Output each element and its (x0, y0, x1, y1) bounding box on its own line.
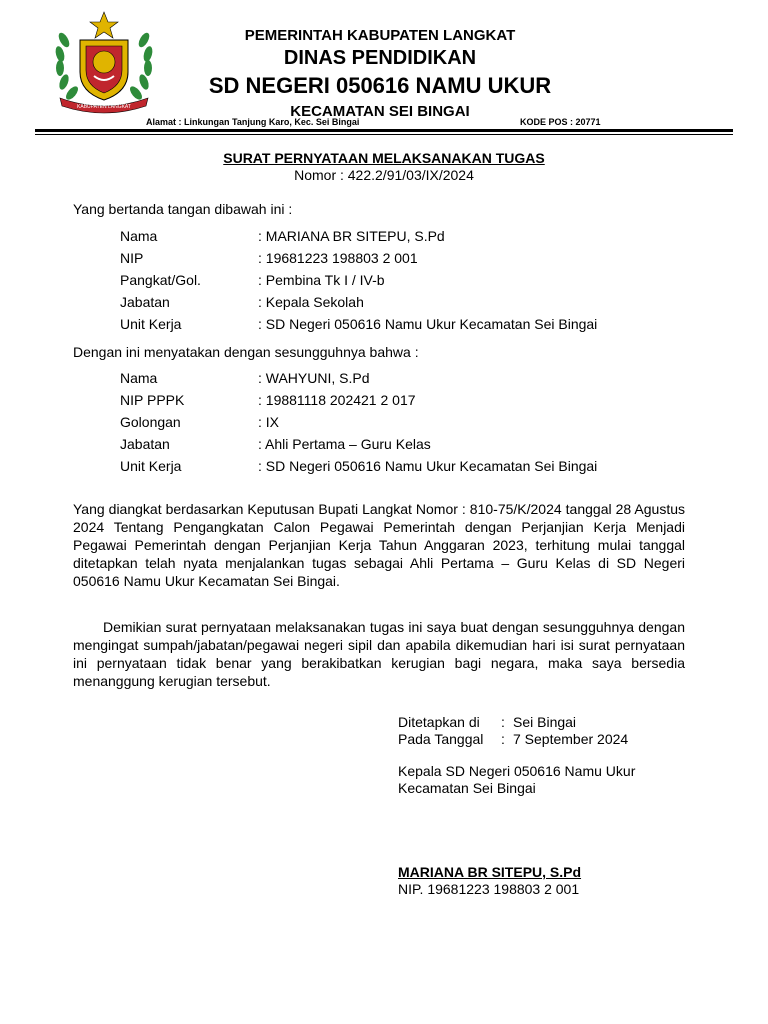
letterhead-address: Alamat : Linkungan Tanjung Karo, Kec. Sei Bingai (146, 117, 360, 127)
place-value: Sei Bingai (513, 714, 577, 730)
field-label: Golongan (120, 414, 181, 430)
letterhead (160, 26, 600, 122)
field-label: NIP PPPK (120, 392, 185, 408)
field-value: : WAHYUNI, S.Pd (258, 370, 370, 386)
field-row (120, 367, 597, 389)
letterhead-government: PEMERINTAH KABUPATEN LANGKAT (244, 27, 516, 44)
letterhead-rule-thick (35, 129, 733, 132)
signer-nip: NIP. 19681223 198803 2 001 (398, 881, 580, 897)
intro-signer: Yang bertanda tangan dibawah ini : (73, 201, 293, 217)
date-separator: : (501, 731, 505, 747)
signer-name: MARIANA BR SITEPU, S.Pd (398, 864, 582, 880)
field-label: Nama (120, 370, 158, 386)
closing-paragraph: Demikian surat pernyataan melaksanakan tugas ini saya buat dengan sesungguhnya dengan mengingat sumpah/jabatan/pegawai negeri sipil dan apabila dikemudian hari isi surat pernyataan ini pernyataan tidak benar yang berakibatkan kerugian bagi negara, maka saya bersedia menanggung kerugian tersebut. (73, 619, 685, 689)
field-row (120, 389, 597, 411)
signer-fields (120, 225, 597, 335)
field-row (120, 269, 597, 291)
document-number: Nomor : 422.2/91/03/IX/2024 (294, 167, 474, 183)
place-row (398, 714, 635, 731)
field-label: Jabatan (120, 294, 170, 310)
field-label: Jabatan (120, 436, 170, 452)
field-row (120, 433, 597, 455)
field-value: : Pembina Tk I / IV-b (258, 272, 385, 288)
appointment-paragraph: Yang diangkat berdasarkan Keputusan Bupati Langkat Nomor : 810-75/K/2024 tanggal 28 Agustus 2024 Tentang Pengangkatan Calon Pegawai Pemerintah dengan Perjanjian Kerja Menjadi Pegawai Pemerintah dengan Perjanjian Kerja Tahun Anggaran 2023, terhitung mulai tanggal ditetapkan telah nyata menjalankan tugas sebagai Ahli Pertama – Guru Kelas di SD Negeri 050616 Namu Ukur Kecamatan Sei Bingai. (73, 501, 685, 589)
field-value: : 19681223 198803 2 001 (258, 250, 418, 266)
field-value: : SD Negeri 050616 Namu Ukur Kecamatan Sei Bingai (258, 316, 598, 332)
field-row (120, 247, 597, 269)
letterhead-school: SD NEGERI 050616 NAMU UKUR (208, 73, 552, 98)
signer-position-line2: Kecamatan Sei Bingai (398, 780, 536, 796)
employee-fields (120, 367, 597, 477)
field-label: Pangkat/Gol. (120, 272, 201, 288)
letterhead-rule-thin (35, 134, 733, 135)
field-value: : Ahli Pertama – Guru Kelas (258, 436, 431, 452)
field-label: Unit Kerja (120, 458, 182, 474)
signature-block (398, 714, 635, 797)
letterhead-postal-code: KODE POS : 20771 (520, 117, 601, 127)
place-separator: : (501, 714, 505, 730)
field-label: NIP (120, 250, 144, 266)
field-value: : Kepala Sekolah (258, 294, 364, 310)
field-label: Nama (120, 228, 158, 244)
signer-position-line1: Kepala SD Negeri 050616 Namu Ukur (398, 763, 636, 779)
field-label: Unit Kerja (120, 316, 182, 332)
intro-statement: Dengan ini menyatakan dengan sesungguhnya bahwa : (73, 344, 419, 360)
letterhead-district: KECAMATAN SEI BINGAI (290, 103, 470, 120)
field-row (120, 313, 597, 335)
field-value: : IX (258, 414, 280, 430)
field-row (120, 455, 597, 477)
field-value: : SD Negeri 050616 Namu Ukur Kecamatan Sei Bingai (258, 458, 598, 474)
svg-text:KABUPATEN LANGKAT: KABUPATEN LANGKAT (77, 104, 131, 110)
date-value: 7 September 2024 (513, 731, 629, 747)
field-row (120, 411, 597, 433)
field-value: : 19881118 202421 2 017 (258, 392, 416, 408)
place-label: Ditetapkan di (398, 714, 480, 730)
field-row (120, 225, 597, 247)
date-label: Pada Tanggal (398, 731, 484, 747)
kabupaten-langkat-logo (50, 10, 158, 114)
date-row (398, 731, 635, 748)
letterhead-department: DINAS PENDIDIKAN (283, 47, 477, 69)
field-row (120, 291, 597, 313)
field-value: : MARIANA BR SITEPU, S.Pd (258, 228, 445, 244)
document-title: SURAT PERNYATAAN MELAKSANAKAN TUGAS (223, 150, 545, 166)
